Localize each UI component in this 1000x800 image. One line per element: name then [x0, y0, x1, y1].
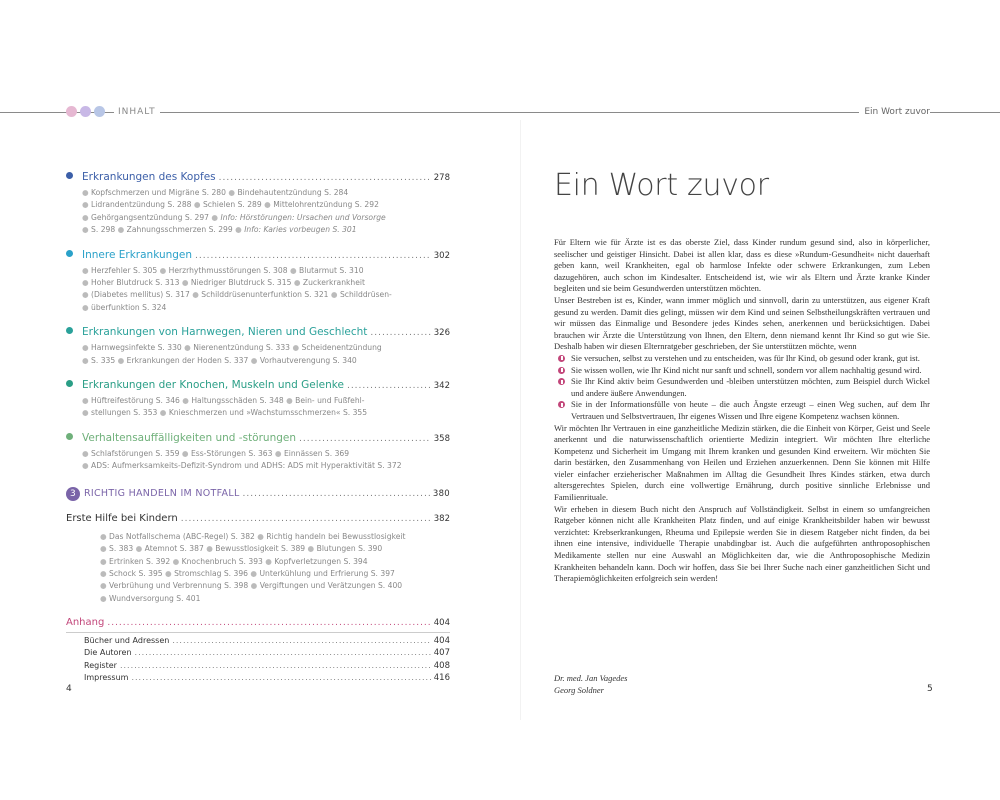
subentry[interactable]: Info: Hörstörungen: Ursachen und Vorsorge [220, 212, 386, 222]
separator-bullet: ● [157, 408, 169, 418]
running-header-right: Ein Wort zuvor [859, 106, 930, 118]
dot-leader [219, 171, 431, 185]
foreword-body [554, 237, 930, 585]
anhang-heading[interactable] [66, 617, 450, 628]
separator-bullet: ● [305, 544, 317, 554]
erste-hilfe-page: 382 [433, 513, 450, 524]
dot-leader [120, 660, 431, 672]
bullet-text: Sie wissen wollen, wie Ihr Kind nicht nur sanft und schnell, sondern vor allem nachhaltig gesund wird. [571, 364, 922, 375]
subentry[interactable]: Atemnot S. 387 [144, 544, 204, 554]
subentry[interactable]: Kopfverletzungen S. 394 [274, 556, 368, 566]
toc-section [66, 431, 450, 473]
subentry[interactable]: Lidrandentzündung S. 288 [91, 200, 192, 210]
page-gutter [520, 120, 521, 720]
subentry[interactable]: Verbrühung und Verbrennung S. 398 [109, 581, 249, 591]
toc-section [66, 248, 450, 315]
running-header-left: INHALT [114, 106, 160, 118]
section-subentries [82, 395, 450, 420]
subentry[interactable]: Schilddrüsenunterfunktion S. 321 [201, 290, 329, 300]
subentry[interactable]: Wundversorgung S. 401 [109, 593, 201, 603]
toc-section-heading[interactable] [66, 325, 450, 340]
separator-bullet: ● [82, 408, 92, 418]
separator-bullet: ● [82, 212, 92, 222]
anhang-rule [66, 632, 450, 633]
dot-leader [131, 672, 430, 684]
subentry-line [82, 355, 450, 367]
separator-bullet: ● [209, 212, 221, 222]
section-page: 342 [433, 381, 450, 392]
subentry[interactable]: Erkrankungen der Hoden S. 337 [126, 355, 249, 365]
separator-bullet: ● [179, 278, 191, 288]
dot-leader [347, 379, 431, 393]
bullet-text: Sie versuchen, selbst zu verstehen und zu entscheiden, was für Ihr Kind, ob gesund oder krank, gut ist. [571, 352, 920, 363]
bullet-text: Sie Ihr Kind aktiv beim Gesundwerden und -bleiben unterstützen möchten, zum Beispiel durch Wickel und andere äußere Anwendungen. [571, 376, 930, 398]
separator-bullet: ● [82, 396, 92, 406]
dot-leader [195, 249, 431, 263]
anhang-title: Anhang [66, 617, 105, 629]
section-bullet-icon [66, 433, 73, 440]
toc-section-heading[interactable] [66, 378, 450, 393]
anhang-item[interactable] [84, 660, 450, 672]
separator-bullet: ● [82, 225, 92, 235]
bullet-item [571, 399, 930, 422]
separator-bullet: ● [261, 200, 274, 210]
separator-bullet: ● [157, 265, 169, 275]
paragraph-3: Wir möchten Ihr Vertrauen in eine ganzheitliche Medizin stärken, die die Einheit von Körper, Geist und Seele anerkennt und die naturwissenschaftlich orientierte Medizin integriert. Wir möchten Ihre elterliche Kompetenz und Sicherheit im Umgang mit Ihrem kranken und gesunden Kind erweitern. Wir möchten Sie darin bestärken, den Zusammenhang von Heilen und Erziehen anzuerkennen. Denn Sie können mit Hilfe vieler einfacher erzieherischer Maßnahmen im Alltag die Gesundheit Ihres Kindes stärken, etwa durch altersgerechtes Spielen, durch eine vollwertige Ernährung, durch positive sinnliche Erlebnisse und Familienrituale. [554, 422, 930, 503]
subentry-line [82, 342, 450, 354]
separator-bullet: ● [248, 568, 260, 578]
subentry[interactable]: Stromschlag S. 396 [174, 568, 248, 578]
subentry[interactable]: Nierenentzündung S. 333 [193, 343, 291, 353]
separator-bullet: ● [189, 290, 202, 300]
author-1: Dr. med. Jan Vagedes [554, 673, 628, 683]
subentry[interactable]: Knieschmerzen und »Wachstumsschmerzen« S. 355 [168, 408, 368, 418]
section-title: Erkrankungen der Knochen, Muskeln und Gelenke [82, 379, 344, 392]
subentry-line [100, 580, 450, 592]
subentry-line [82, 395, 450, 407]
separator-bullet: ● [82, 448, 92, 458]
bullet-item [571, 353, 930, 365]
subentry[interactable]: Scheidenentzündung [301, 343, 382, 353]
subentry-line [100, 556, 450, 568]
subentry[interactable]: Schilddrüsen- [339, 290, 392, 300]
subentry[interactable]: Richtig handeln bei Bewusstlosigkeit [266, 531, 406, 541]
separator-bullet: ● [291, 278, 303, 288]
page-number-left: 4 [66, 684, 72, 694]
dot-leader [135, 647, 431, 659]
bullet-marker-icon [558, 367, 565, 374]
table-of-contents [66, 170, 450, 684]
dot-leader [299, 432, 431, 446]
page-number-right: 5 [927, 684, 933, 694]
separator-bullet: ● [328, 290, 340, 300]
section-page: 358 [433, 433, 450, 444]
separator-bullet: ● [203, 544, 216, 554]
section-bullet-icon [66, 172, 73, 179]
separator-bullet: ● [262, 556, 275, 566]
anhang-items [66, 635, 450, 684]
header-dot-2 [80, 106, 91, 117]
subentry[interactable]: Vergiftungen und Verätzungen S. 400 [259, 581, 403, 591]
separator-bullet: ● [248, 355, 260, 365]
section-subentries [82, 342, 450, 367]
separator-bullet: ● [290, 343, 302, 353]
separator-bullet: ● [133, 544, 145, 554]
separator-bullet: ● [82, 188, 92, 197]
separator-bullet: ● [162, 568, 175, 578]
erste-hilfe-subentries [100, 531, 450, 605]
subentry[interactable]: Info: Karies vorbeugen S. 301 [244, 225, 357, 235]
subentry[interactable]: Bein- und Fußfehl- [295, 396, 365, 406]
subentry[interactable]: Zahnungsschmerzen S. 299 [126, 225, 233, 235]
dot-leader [172, 635, 430, 647]
separator-bullet: ● [82, 461, 92, 471]
bullet-marker-icon [558, 401, 565, 408]
separator-bullet: ● [254, 531, 267, 541]
subentry-line [100, 543, 450, 555]
separator-bullet: ● [191, 200, 203, 210]
subentry-line [82, 448, 450, 460]
subentry[interactable]: Hüftreifestörung S. 346 [91, 396, 180, 406]
separator-bullet: ● [179, 448, 191, 458]
bullet-marker-icon [558, 378, 565, 385]
separator-bullet: ● [181, 343, 194, 353]
separator-bullet: ● [82, 343, 92, 353]
subentry[interactable]: Harnwegsinfekte S. 330 [91, 343, 182, 353]
subentry[interactable]: Hoher Blutdruck S. 313 [91, 278, 180, 288]
subentry-line [82, 199, 450, 211]
anhang-item[interactable] [84, 635, 450, 647]
section-title: Erkrankungen des Kopfes [82, 171, 216, 183]
bullet-marker-icon [558, 355, 565, 362]
subentry-line [100, 593, 450, 605]
subentry-line [82, 277, 450, 289]
toc-section-heading[interactable] [66, 170, 450, 185]
separator-bullet: ● [100, 593, 110, 603]
subentry[interactable]: Blutungen S. 390 [316, 544, 383, 554]
dot-leader [181, 514, 431, 524]
separator-bullet: ● [82, 355, 92, 365]
subentry[interactable]: Einnässen S. 369 [283, 448, 350, 458]
subentry[interactable]: Herzfehler S. 305 [91, 265, 158, 275]
subentry-line [82, 187, 450, 199]
subentry[interactable]: Blutarmut S. 310 [299, 265, 364, 275]
subentry[interactable]: Knochenbruch S. 393 [181, 556, 263, 566]
signature-block [554, 672, 627, 696]
separator-bullet: ● [283, 396, 296, 406]
subentry[interactable]: ADS: Aufmerksamkeits-Defizit-Syndrom und ADHS: ADS mit Hyperaktivität S. 372 [91, 461, 402, 471]
subentry[interactable]: S. 383 [109, 544, 134, 554]
separator-bullet: ● [100, 568, 110, 578]
subentry-line [82, 212, 450, 224]
subentry[interactable]: Das Notfallschema (ABC-Regel) S. 382 [109, 531, 255, 541]
subentry[interactable]: Bewusstlosigkeit S. 389 [215, 544, 306, 554]
subentry[interactable]: überfunktion S. 324 [91, 302, 167, 312]
anhang-item-title: Impressum [84, 673, 129, 683]
separator-bullet: ● [179, 396, 192, 406]
section-page: 326 [433, 328, 450, 339]
bullet-item [571, 376, 930, 399]
subentry[interactable]: Bindehautentzündung S. 284 [237, 188, 349, 197]
subentry-line [82, 460, 450, 472]
paragraph-2: Unser Bestreben ist es, Kinder, wann immer möglich und sinnvoll, darin zu unterstützen, aus eigener Kraft gesund zu werden. Damit dies gelingt, müssen wir dem Kind und seinen Selbstheilungskräften vertrauen und wir müssen das Einmalige und Besondere jedes Kindes sehen, anerkennen und berücksichtigen. Dabei brauchen wir Ärzte die Unterstützung von Ihnen, den Eltern, denn niemand kennt Ihr Kind so gut wie Sie. Deshalb haben wir diesen Elternratgeber geschrieben, der Sie unterstützen möchte, wenn [554, 294, 930, 352]
bullet-item [571, 365, 930, 377]
erste-hilfe-title: Erste Hilfe bei Kindern [66, 512, 178, 524]
anhang-item-title: Register [84, 660, 117, 670]
anhang-item-page: 408 [433, 660, 450, 671]
subentry[interactable]: Unterkühlung und Erfrierung S. 397 [259, 568, 395, 578]
toc-section-heading[interactable] [66, 248, 450, 263]
subentry-line [82, 289, 450, 301]
dot-leader [107, 618, 430, 628]
subentry[interactable]: Herzrhythmusstörungen S. 308 [168, 265, 288, 275]
subentry[interactable]: Schielen S. 289 [202, 200, 262, 210]
subentry-line [82, 265, 450, 277]
section-page: 278 [433, 173, 450, 183]
subentry[interactable]: Kopfschmerzen und Migräne S. 280 [91, 188, 226, 197]
separator-bullet: ● [287, 265, 300, 275]
anhang-item-title: Die Autoren [84, 648, 132, 658]
separator-bullet: ● [82, 278, 92, 288]
section-page: 302 [433, 250, 450, 261]
toc-section [66, 170, 450, 237]
subentry[interactable]: Niedriger Blutdruck S. 315 [190, 278, 292, 288]
subentry[interactable]: S. 298 [91, 225, 116, 235]
header-dot-1 [66, 106, 77, 117]
subentry[interactable]: Schock S. 395 [109, 568, 163, 578]
subentry[interactable]: Ertrinken S. 392 [109, 556, 171, 566]
subentry-line [82, 302, 450, 314]
anhang-item[interactable] [84, 647, 450, 659]
subentry[interactable]: Zuckerkrankheit [302, 278, 365, 288]
subentry[interactable]: S. 335 [91, 355, 116, 365]
section-bullet-icon [66, 250, 73, 257]
subentry[interactable]: (Diabetes mellitus) S. 317 [91, 290, 190, 300]
separator-bullet: ● [82, 290, 92, 300]
anhang-item-page: 407 [433, 648, 450, 659]
separator-bullet: ● [100, 581, 110, 591]
separator-bullet: ● [232, 225, 245, 235]
separator-bullet: ● [100, 544, 110, 554]
chapter-3-heading[interactable] [66, 487, 450, 501]
toc-section-heading[interactable] [66, 431, 450, 446]
section-bullet-icon [66, 380, 73, 387]
anhang-item[interactable] [84, 672, 450, 684]
header-dots [66, 106, 105, 117]
section-bullet-icon [66, 327, 73, 334]
subentry[interactable]: Haltungsschäden S. 348 [191, 396, 284, 406]
separator-bullet: ● [100, 531, 110, 541]
separator-bullet: ● [248, 581, 260, 591]
section-title: Innere Erkrankungen [82, 248, 193, 261]
section-subentries [82, 265, 450, 315]
separator-bullet: ● [82, 200, 92, 210]
chapter-3-page: 380 [432, 488, 450, 499]
separator-bullet: ● [82, 265, 92, 275]
chapter-3-title: RICHTIG HANDELN IM NOTFALL [84, 488, 240, 500]
section-subentries [82, 448, 450, 473]
subentry-line [100, 568, 450, 580]
subentry[interactable]: Schlafstörungen S. 359 [91, 448, 180, 458]
section-subentries [82, 187, 450, 237]
chapter-3-number: 3 [66, 487, 80, 501]
subentry-line [82, 407, 450, 419]
author-2: Georg Soldner [554, 685, 604, 695]
separator-bullet: ● [225, 188, 238, 197]
dot-leader [243, 489, 430, 499]
paragraph-1: Für Eltern wie für Ärzte ist es das oberste Ziel, dass Kinder rundum gesund sind, also in körperlicher, seelischer und geistiger Hinsicht. Dabei ist allen klar, dass es diese »Rundum-Gesundheit« nicht dauerhaft geben kann, weil Krankheiten, egal ob harmlose Infekte oder schwere Erkrankungen, zum Leben dazugehören, auch schon im Kindesalter. Entscheidend ist, wie wir als Eltern und Ärzte kranke Kinder begleiten und sie beim Gesundwerden unterstützen möchten. [554, 237, 930, 294]
paragraph-4: Wir erheben in diesem Buch nicht den Anspruch auf Vollständigkeit. Selbst in einem so umfangreichen Ratgeber können nicht alle Krankheiten Platz finden, und auf einige Krankheitsbilder haben wir bewusst verzichtet: Krebserkrankungen, Rheuma und Epilepsie werden Sie in diesem Ratgeber nicht finden, da bei ihnen eine intensive, individuelle Therapie unabdingbar ist. Auch die aufgeführten anthroposophischen Medikamente stellen nur eine Auswahl an Möglichkeiten dar, wie die Anthroposophische Medizin Krankheiten behandeln kann. Doch wir hoffen, dass Sie bei Ihrer Suche nach einer ganzheitlichen Sicht und Therapiemöglichkeiten erfolgreich sein werden! [554, 503, 930, 584]
subentry[interactable]: Gehörgangsentzündung S. 297 [91, 212, 210, 222]
toc-section [66, 378, 450, 420]
anhang-page: 404 [433, 618, 450, 629]
subentry[interactable]: Vorhautverengung S. 340 [259, 355, 357, 365]
page-title: Ein Wort zuvor [554, 168, 769, 203]
separator-bullet: ● [115, 355, 127, 365]
subentry[interactable]: Ess-Störungen S. 363 [190, 448, 273, 458]
section-title: Verhaltensauffälligkeiten und -störungen [82, 431, 297, 444]
separator-bullet: ● [170, 556, 182, 566]
toc-section [66, 325, 450, 367]
separator-bullet: ● [115, 225, 127, 235]
subentry-line [82, 224, 450, 236]
section-title: Erkrankungen von Harnwegen, Nieren und Geschlecht [82, 326, 368, 339]
subentry[interactable]: Mittelohrentzündung S. 292 [273, 200, 379, 210]
bullet-text: Sie in der Informationsfülle von heute – die auch Ängste erzeugt – einen Weg suchen, auf dem Ihr Vertrauen und Selbstvertrauen, Ihr eigenes Wissen und Ihre eigene Kompetenz wachsen können. [571, 399, 930, 421]
erste-hilfe-heading[interactable] [66, 513, 450, 524]
bullet-list [554, 353, 930, 423]
anhang-item-title: Bücher und Adressen [84, 636, 170, 646]
separator-bullet: ● [100, 556, 110, 566]
anhang-item-page: 404 [433, 636, 450, 647]
toc-sections [66, 170, 450, 473]
subentry[interactable]: stellungen S. 353 [91, 408, 158, 418]
separator-bullet: ● [82, 302, 92, 312]
subentry-line [100, 531, 450, 543]
dot-leader [370, 326, 430, 340]
header-dot-3 [94, 106, 105, 117]
anhang-item-page: 416 [433, 673, 450, 684]
separator-bullet: ● [272, 448, 284, 458]
